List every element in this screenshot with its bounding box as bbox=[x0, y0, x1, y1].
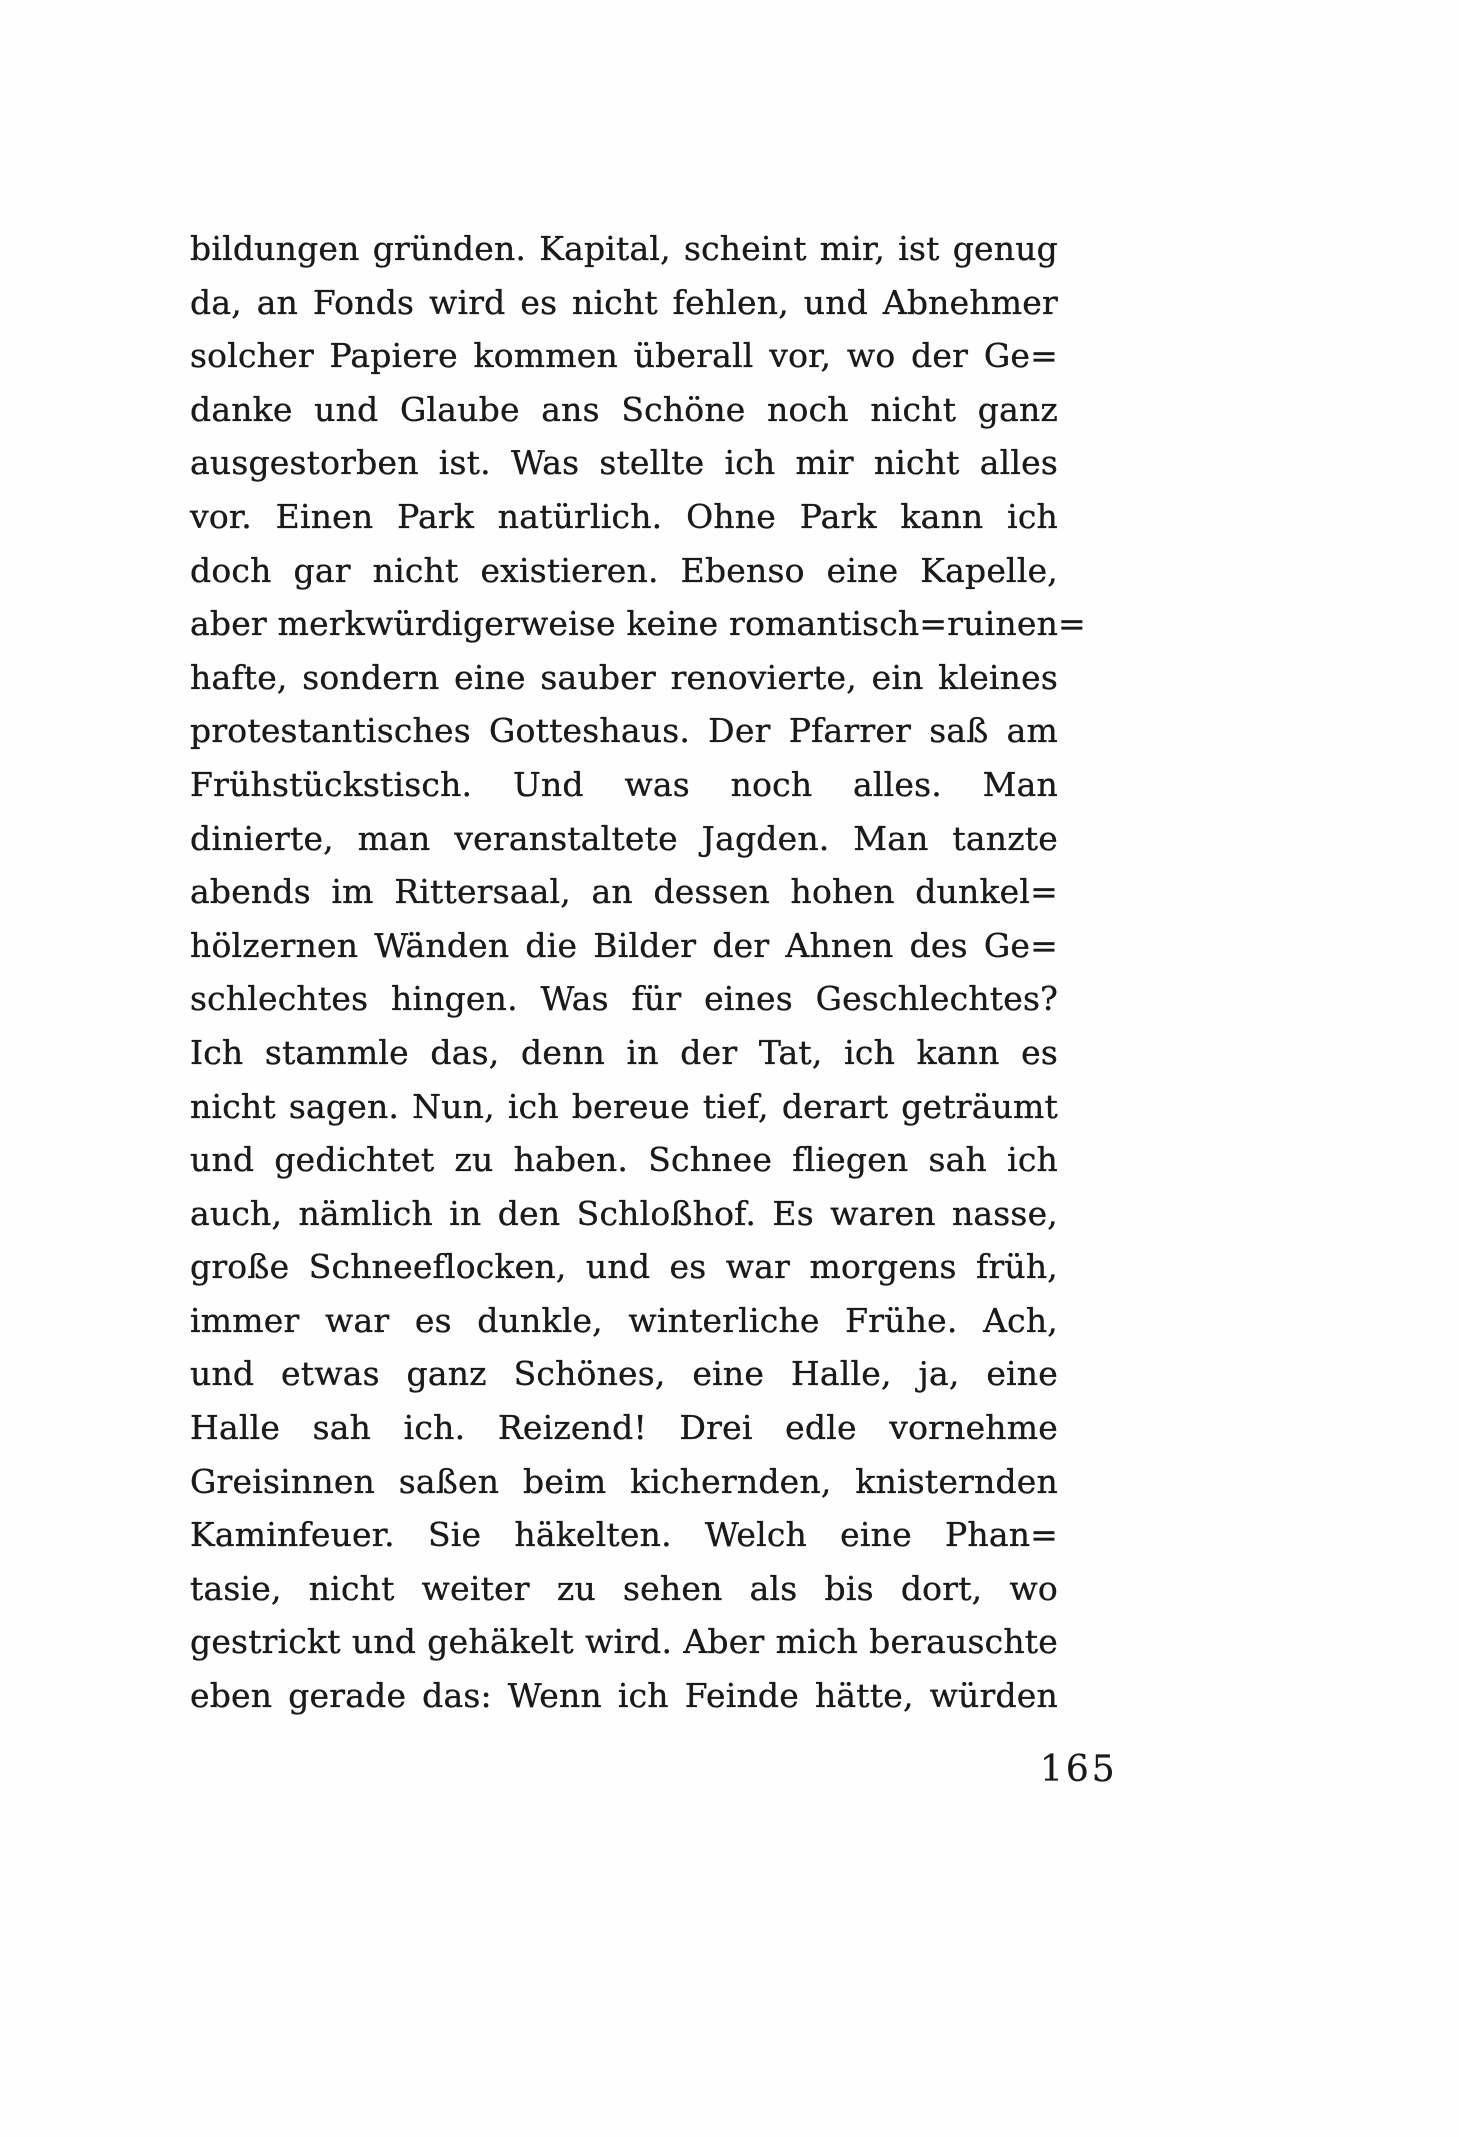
text-line: große Schneeflocken, und es war morgens früh, bbox=[190, 1247, 1058, 1287]
text-line: tasie, nicht weiter zu sehen als bis dort, wo bbox=[190, 1568, 1058, 1608]
text-line: hafte, sondern eine sauber renovierte, ein kleines bbox=[190, 657, 1058, 697]
text-line: Greisinnen saßen beim kichernden, knisternden bbox=[190, 1461, 1058, 1501]
text-line: Kaminfeuer. Sie häkelten. Welch eine Phan= bbox=[190, 1515, 1058, 1555]
body-text-block bbox=[190, 222, 1086, 1723]
text-line: auch, nämlich in den Schloßhof. Es waren nasse, bbox=[190, 1193, 1058, 1233]
text-line: immer war es dunkle, winterliche Frühe. Ach, bbox=[190, 1300, 1058, 1340]
text-line: Ich stammle das, denn in der Tat, ich kann es bbox=[190, 1032, 1058, 1072]
text-line: Halle sah ich. Reizend! Drei edle vornehme bbox=[190, 1408, 1058, 1448]
page-number: 165 bbox=[1040, 1749, 1118, 1790]
text-line: ausgestorben ist. Was stellte ich mir nicht alles bbox=[190, 443, 1058, 483]
text-line: aber merkwürdigerweise keine romantisch=ruinen= bbox=[190, 604, 1086, 644]
text-line: solcher Papiere kommen überall vor, wo der Ge= bbox=[190, 336, 1058, 376]
text-line: protestantisches Gotteshaus. Der Pfarrer saß am bbox=[190, 711, 1058, 751]
text-line: abends im Rittersaal, an dessen hohen dunkel= bbox=[190, 872, 1058, 912]
text-line: gestrickt und gehäkelt wird. Aber mich berauschte bbox=[190, 1622, 1058, 1662]
text-line: bildungen gründen. Kapital, scheint mir, ist genug bbox=[190, 229, 1058, 268]
text-line: da, an Fonds wird es nicht fehlen, und Abnehmer bbox=[190, 282, 1058, 322]
text-line: Frühstückstisch. Und was noch alles. Man bbox=[190, 764, 1058, 804]
text-line: danke und Glaube ans Schöne noch nicht ganz bbox=[190, 389, 1058, 429]
text-line: doch gar nicht existieren. Ebenso eine Kapelle, bbox=[190, 550, 1058, 590]
text-line: dinierte, man veranstaltete Jagden. Man tanzte bbox=[190, 818, 1058, 858]
text-line: und etwas ganz Schönes, eine Halle, ja, eine bbox=[190, 1354, 1058, 1394]
text-line: hölzernen Wänden die Bilder der Ahnen des Ge= bbox=[190, 925, 1058, 965]
text-line: eben gerade das: Wenn ich Feinde hätte, würden bbox=[190, 1676, 1058, 1716]
text-line: schlechtes hingen. Was für eines Geschlechtes? bbox=[190, 979, 1058, 1019]
text-line: und gedichtet zu haben. Schnee fliegen sah ich bbox=[190, 1140, 1058, 1180]
text-line: nicht sagen. Nun, ich bereue tief, derart geträumt bbox=[190, 1086, 1058, 1126]
text-line: vor. Einen Park natürlich. Ohne Park kann ich bbox=[190, 496, 1058, 536]
